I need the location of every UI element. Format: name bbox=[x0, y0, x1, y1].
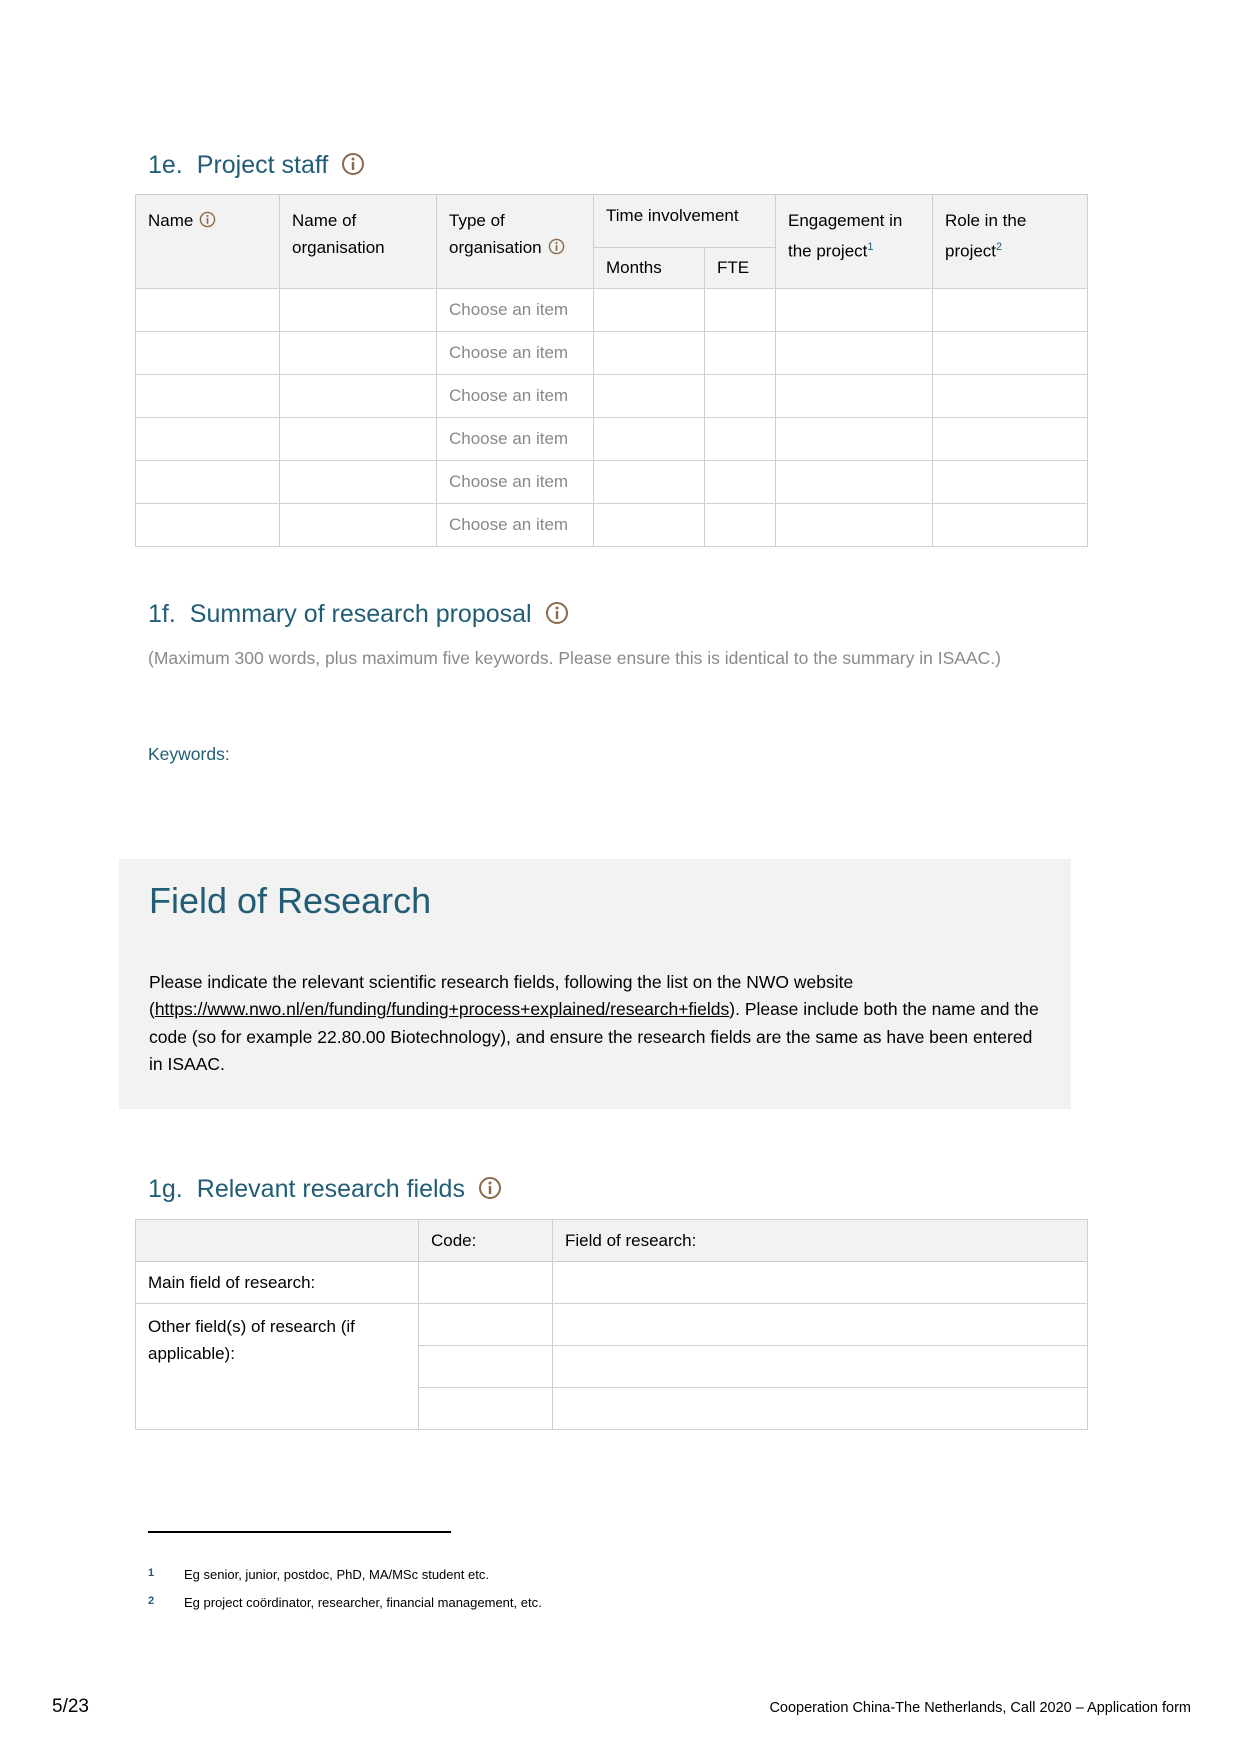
role-cell[interactable] bbox=[933, 332, 1088, 375]
fte-cell[interactable] bbox=[705, 418, 776, 461]
header-type: Type of organisation bbox=[437, 195, 594, 289]
table-row bbox=[136, 1304, 1088, 1346]
role-cell[interactable] bbox=[933, 289, 1088, 332]
header-row bbox=[136, 195, 1088, 248]
months-cell[interactable] bbox=[594, 332, 705, 375]
name-cell[interactable] bbox=[136, 375, 280, 418]
footnote-ref[interactable]: 2 bbox=[996, 241, 1003, 253]
section-1e-heading bbox=[148, 152, 365, 181]
header-code: Code: bbox=[419, 1220, 553, 1262]
engagement-cell[interactable] bbox=[776, 375, 933, 418]
keywords-label: Keywords: bbox=[148, 744, 230, 764]
code-cell[interactable] bbox=[419, 1262, 553, 1304]
header-time-involvement: Time involvement bbox=[594, 195, 776, 248]
info-icon[interactable] bbox=[545, 601, 569, 630]
engagement-cell[interactable] bbox=[776, 332, 933, 375]
other-field-label: Other field(s) of research (if applicable): bbox=[136, 1304, 419, 1430]
project-staff-table bbox=[135, 194, 1088, 547]
name-cell[interactable] bbox=[136, 289, 280, 332]
section-1f-title: Summary of research proposal bbox=[189, 600, 532, 629]
type-dropdown[interactable]: Choose an item bbox=[437, 375, 594, 418]
header-fte: FTE bbox=[705, 248, 776, 289]
engagement-cell[interactable] bbox=[776, 504, 933, 547]
summary-hint[interactable]: (Maximum 300 words, plus maximum five keywords. Please ensure this is identical to the summary in ISAAC.) bbox=[148, 648, 1001, 668]
fte-cell[interactable] bbox=[705, 461, 776, 504]
code-cell[interactable] bbox=[419, 1388, 553, 1430]
section-1e-title: Project staff bbox=[196, 151, 329, 180]
name-cell[interactable] bbox=[136, 332, 280, 375]
field-cell[interactable] bbox=[553, 1304, 1088, 1346]
table-row bbox=[136, 1262, 1088, 1304]
header-role: Role in the project$^2$ bbox=[933, 195, 1088, 289]
fte-cell[interactable] bbox=[705, 375, 776, 418]
type-dropdown[interactable]: Choose an item bbox=[437, 289, 594, 332]
role-cell[interactable] bbox=[933, 375, 1088, 418]
field-of-research-text: Please indicate the relevant scientific research fields, following the list on the NWO website (https://www.nwo.nl/en/funding/funding+process+explained/research+fields). Please include both the name and the code (so for example 22.80.00 Biotechnology), and ensure the research fields are the same as have been entered in ISAAC. bbox=[149, 971, 1039, 1075]
name-cell[interactable] bbox=[136, 461, 280, 504]
header-field: Field of research: bbox=[553, 1220, 1088, 1262]
engagement-cell[interactable] bbox=[776, 461, 933, 504]
research-fields-table bbox=[135, 1219, 1088, 1430]
engagement-cell[interactable] bbox=[776, 418, 933, 461]
running-footer: Cooperation China-The Netherlands, Call 2020 – Application form bbox=[769, 1700, 1191, 1716]
fte-cell[interactable] bbox=[705, 332, 776, 375]
table-row bbox=[136, 375, 1088, 418]
footnote-2: 2 Eg project coördinator, researcher, financial management, etc. bbox=[148, 1595, 542, 1610]
fte-cell[interactable] bbox=[705, 289, 776, 332]
organisation-cell[interactable] bbox=[280, 418, 437, 461]
section-1g-heading bbox=[148, 1176, 502, 1205]
info-icon[interactable] bbox=[341, 152, 365, 181]
table-row bbox=[136, 332, 1088, 375]
footnote-separator bbox=[148, 1531, 451, 1533]
organisation-cell[interactable] bbox=[280, 289, 437, 332]
section-1f-heading bbox=[148, 601, 569, 630]
header-months: Months bbox=[594, 248, 705, 289]
fte-cell[interactable] bbox=[705, 504, 776, 547]
field-cell[interactable] bbox=[553, 1262, 1088, 1304]
header-name: Name bbox=[136, 195, 280, 289]
section-1e-number: 1e. bbox=[148, 151, 183, 180]
table-row bbox=[136, 418, 1088, 461]
section-1g-title: Relevant research fields bbox=[196, 1175, 465, 1204]
organisation-cell[interactable] bbox=[280, 504, 437, 547]
table-row bbox=[136, 461, 1088, 504]
table-row bbox=[136, 289, 1088, 332]
info-icon[interactable] bbox=[478, 1176, 502, 1205]
footnote-1: 1 Eg senior, junior, postdoc, PhD, MA/MSc student etc. bbox=[148, 1567, 489, 1582]
field-of-research-box bbox=[119, 859, 1071, 1109]
header-empty bbox=[136, 1220, 419, 1262]
footnote-ref[interactable]: 1 bbox=[867, 241, 874, 253]
months-cell[interactable] bbox=[594, 461, 705, 504]
type-dropdown[interactable]: Choose an item bbox=[437, 332, 594, 375]
field-cell[interactable] bbox=[553, 1346, 1088, 1388]
nwo-link[interactable]: https://www.nwo.nl/en/funding/funding+process+explained/research+fields bbox=[154, 999, 730, 1020]
code-cell[interactable] bbox=[419, 1304, 553, 1346]
code-cell[interactable] bbox=[419, 1346, 553, 1388]
months-cell[interactable] bbox=[594, 504, 705, 547]
role-cell[interactable] bbox=[933, 504, 1088, 547]
main-field-label: Main field of research: bbox=[136, 1262, 419, 1304]
engagement-cell[interactable] bbox=[776, 289, 933, 332]
organisation-cell[interactable] bbox=[280, 332, 437, 375]
name-cell[interactable] bbox=[136, 418, 280, 461]
info-icon[interactable] bbox=[548, 236, 565, 263]
header-engagement: Engagement in the project$^1$ bbox=[776, 195, 933, 289]
field-of-research-title: Field of Research bbox=[149, 880, 432, 921]
months-cell[interactable] bbox=[594, 375, 705, 418]
name-cell[interactable] bbox=[136, 504, 280, 547]
table-row bbox=[136, 504, 1088, 547]
role-cell[interactable] bbox=[933, 461, 1088, 504]
months-cell[interactable] bbox=[594, 418, 705, 461]
info-icon[interactable] bbox=[199, 209, 216, 236]
months-cell[interactable] bbox=[594, 289, 705, 332]
organisation-cell[interactable] bbox=[280, 461, 437, 504]
type-dropdown[interactable]: Choose an item bbox=[437, 504, 594, 547]
section-1f-number: 1f. bbox=[148, 600, 176, 629]
header-row bbox=[136, 1220, 1088, 1262]
organisation-cell[interactable] bbox=[280, 375, 437, 418]
section-1g-number: 1g. bbox=[148, 1175, 183, 1204]
type-dropdown[interactable]: Choose an item bbox=[437, 461, 594, 504]
page-number: 5/23 bbox=[52, 1696, 89, 1717]
field-cell[interactable] bbox=[553, 1388, 1088, 1430]
type-dropdown[interactable]: Choose an item bbox=[437, 418, 594, 461]
role-cell[interactable] bbox=[933, 418, 1088, 461]
header-organisation: Name of organisation bbox=[280, 195, 437, 289]
